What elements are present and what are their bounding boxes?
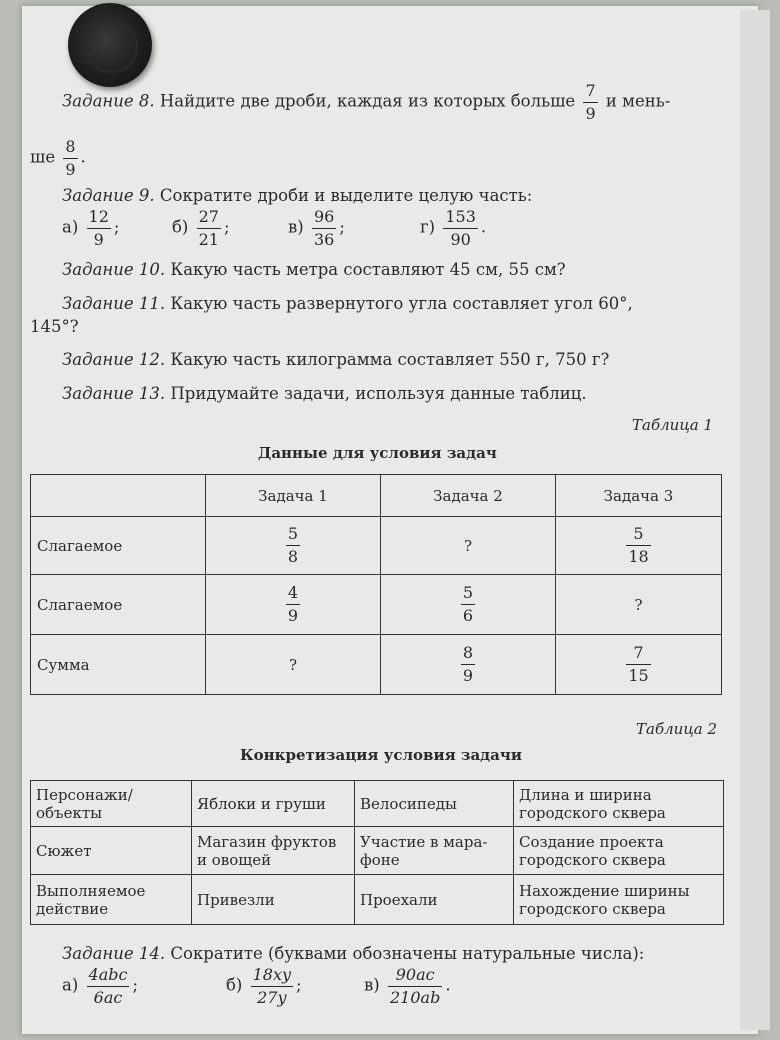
task8-line1 [62, 82, 670, 122]
fraction [286, 525, 300, 565]
table-cell: Проехали [355, 875, 514, 925]
item-letter: б) [172, 217, 189, 237]
row-header: Выполняемое действие [31, 875, 192, 925]
item-letter: в) [288, 217, 304, 237]
task12 [62, 350, 609, 369]
table-cell: Яблоки и груши [192, 781, 355, 827]
row-header: Сюжет [31, 827, 192, 875]
fraction [87, 966, 130, 1006]
task9-item-c [288, 208, 345, 248]
item-letter: а) [62, 217, 79, 237]
item-letter: а) [62, 975, 79, 995]
fraction [443, 208, 478, 248]
task8-fraction-2 [63, 138, 77, 178]
table2 [30, 780, 724, 925]
fraction [461, 584, 475, 624]
table-cell: ? [381, 517, 556, 575]
numerator: 153 [443, 208, 478, 229]
header-cell: Задача 1 [206, 475, 381, 517]
denominator: 210ab [389, 987, 441, 1007]
task10-text: Какую часть метра составляют 45 см, 55 см? [170, 260, 566, 279]
task11-line2 [30, 317, 79, 336]
numerator: 27 [197, 208, 221, 229]
task8-line2 [30, 138, 86, 178]
table1-title: Данные для условия задач [258, 444, 497, 462]
denominator: 90 [450, 229, 471, 249]
task14-label: Задание 14. [62, 944, 166, 963]
denominator: 8 [287, 547, 299, 566]
numerator: 4abc [87, 966, 130, 987]
table-row [31, 575, 722, 635]
task8-text-2: и мень- [605, 91, 671, 111]
denominator: 21 [198, 229, 219, 249]
table2-title: Конкретизация условия задачи [240, 746, 522, 764]
task11-line1 [62, 294, 633, 313]
table-row [31, 517, 722, 575]
table2-label: Таблица 2 [636, 720, 718, 738]
task14-item-c [364, 966, 451, 1006]
task8-text: Найдите две дроби, каждая из которых больше [159, 91, 576, 111]
numerator: 12 [87, 208, 111, 229]
denominator: 9 [462, 666, 474, 685]
task9-item-b [172, 208, 230, 248]
table-cell [381, 575, 556, 635]
numerator: 5 [286, 525, 300, 546]
task9-item-d [420, 208, 486, 248]
task10 [62, 260, 566, 279]
table-row [31, 827, 724, 875]
denominator: 18 [628, 547, 649, 566]
task11-text: Какую часть развернутого угла составляет угол 60°, [170, 294, 633, 313]
separator: ; [339, 217, 345, 237]
task8-label: Задание 8. [62, 91, 155, 111]
numerator: 5 [461, 584, 475, 605]
table-row [31, 635, 722, 695]
item-letter: г) [420, 217, 436, 237]
numerator: 8 [461, 644, 475, 665]
fraction [461, 644, 475, 684]
item-letter: в) [364, 975, 380, 995]
denominator: 9 [93, 229, 104, 249]
item-letter: б) [226, 975, 243, 995]
numerator: 90ac [388, 966, 442, 987]
task13-text: Придумайте задачи, используя данные таблиц. [170, 384, 587, 403]
table1 [30, 474, 722, 695]
task11-label: Задание 11. [62, 294, 166, 313]
table-cell: Привезли [192, 875, 355, 925]
denominator: 6ac [93, 987, 123, 1007]
table-cell: Велосипеды [355, 781, 514, 827]
row-header: Слагаемое [31, 575, 206, 635]
table-cell [556, 635, 722, 695]
task8-text-3: ше [30, 147, 56, 167]
numerator: 5 [626, 525, 650, 546]
denominator: 6 [462, 606, 474, 625]
task14-item-a [62, 966, 138, 1006]
task12-text: Какую часть килограмма составляет 550 г, 750 г? [170, 350, 610, 369]
task8-fraction-1 [583, 82, 597, 122]
numerator: 96 [312, 208, 336, 229]
table-row [31, 781, 724, 827]
separator: . [445, 975, 451, 995]
table-cell [556, 517, 722, 575]
paper-edge [740, 10, 770, 1030]
table-cell: Создание проекта городского сквера [514, 827, 724, 875]
fraction [388, 966, 442, 1006]
table-cell: Магазин фруктов и овощей [192, 827, 355, 875]
task10-label: Задание 10. [62, 260, 166, 279]
row-header: Персонажи/ объекты [31, 781, 192, 827]
fraction [626, 525, 650, 565]
fraction [286, 584, 300, 624]
task9-item-a [62, 208, 119, 248]
denominator: 27y [257, 987, 287, 1007]
fraction [87, 208, 111, 248]
separator: ; [132, 975, 139, 995]
task9-label: Задание 9. [62, 186, 155, 205]
task14-item-b [226, 966, 302, 1006]
fraction [251, 966, 293, 1006]
table-cell [206, 575, 381, 635]
table-cell: Участие в мара- фоне [355, 827, 514, 875]
header-cell-empty [31, 475, 206, 517]
task14-line1 [62, 944, 644, 963]
denominator: 15 [628, 666, 649, 685]
denominator: 9 [287, 606, 299, 625]
table-header-row [31, 475, 722, 517]
header-cell: Задача 3 [556, 475, 722, 517]
row-header: Сумма [31, 635, 206, 695]
numerator: 4 [286, 584, 300, 605]
fraction [312, 208, 336, 248]
numerator: 7 [583, 82, 597, 103]
denominator: 9 [65, 159, 76, 179]
table-cell: Длина и ширина городского сквера [514, 781, 724, 827]
numerator: 8 [63, 138, 77, 159]
table-cell [381, 635, 556, 695]
task13-label: Задание 13. [62, 384, 166, 403]
separator: ; [223, 217, 230, 237]
task11-text-2: 145°? [30, 317, 79, 336]
table-cell: ? [206, 635, 381, 695]
separator: ; [296, 975, 302, 995]
task14-text: Сократите (буквами обозначены натуральные числа): [170, 944, 645, 963]
magnet [68, 3, 152, 87]
table1-label: Таблица 1 [632, 416, 714, 434]
separator: ; [113, 217, 120, 237]
table-cell: Нахождение ширины городского сквера [514, 875, 724, 925]
task9-text: Сократите дроби и выделите целую часть: [159, 186, 533, 205]
separator: . [480, 217, 487, 237]
table-cell [206, 517, 381, 575]
table-cell: ? [556, 575, 722, 635]
denominator: 9 [585, 103, 596, 123]
task13 [62, 384, 587, 403]
fraction [626, 644, 650, 684]
task8-end: . [80, 147, 86, 167]
header-cell: Задача 2 [381, 475, 556, 517]
table-row [31, 875, 724, 925]
numerator: 7 [626, 644, 650, 665]
numerator: 18xy [251, 966, 293, 987]
denominator: 36 [313, 229, 335, 249]
task12-label: Задание 12. [62, 350, 166, 369]
task9-line1 [62, 186, 532, 205]
row-header: Слагаемое [31, 517, 206, 575]
fraction [197, 208, 221, 248]
